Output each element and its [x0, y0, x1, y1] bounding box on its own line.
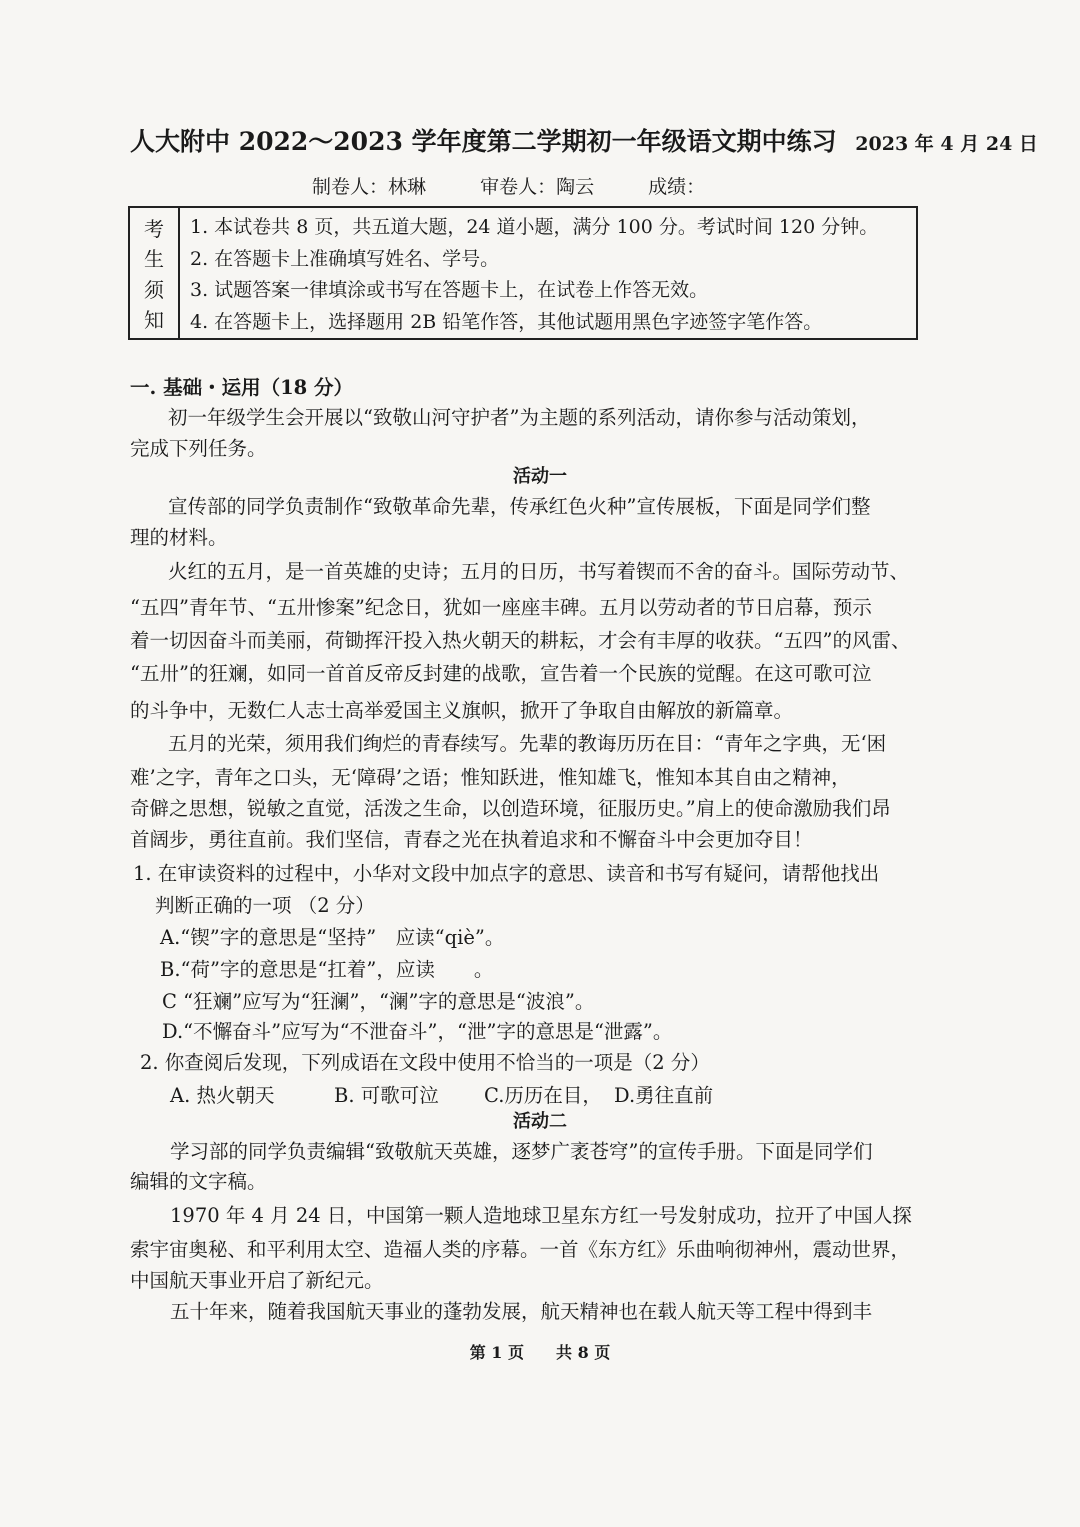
- passage2-line: 五十年来，随着我国航天事业的蓬勃发展，航天精神也在载人航天等工程中得到丰: [170, 1300, 873, 1323]
- activity1-title: 活动一: [513, 466, 567, 487]
- passage-line: 难’之字，青年之口头，无‘障碍’之语；惟知跃进，惟知雄飞，惟知本其自由之精神，: [130, 766, 851, 789]
- q1-option-c: C “狂斓”应写为“狂澜”，“澜”字的意思是“波浪”。: [162, 990, 595, 1013]
- question-1-stem: 判断正确的一项 （2 分）: [155, 894, 375, 917]
- passage2-line: 索宇宙奥秘、和平利用太空、造福人类的序幕。一首《东方红》乐曲响彻神州，震动世界，: [130, 1238, 911, 1261]
- intro-line: 初一年级学生会开展以“致敬山河守护者”为主题的系列活动，请你参与活动策划，: [168, 406, 871, 429]
- passage-line: 的斗争中，无数仁人志士高举爱国主义旗帜，掀开了争取自由解放的新篇章。: [130, 699, 794, 722]
- notice-item: 4. 在答题卡上，选择题用 2B 铅笔作答，其他试题用黑色字迹签字笔作答。: [190, 310, 823, 333]
- page-footer: 第 1 页 共 8 页: [469, 1343, 611, 1362]
- passage2-line: 中国航天事业开启了新纪元。: [130, 1269, 384, 1292]
- q2-option-c: C.历历在目，: [484, 1084, 602, 1107]
- section-heading: 一. 基础・运用（18 分）: [130, 376, 354, 399]
- notice-box: [128, 206, 918, 340]
- question-2-stem: 2. 你查阅后发现，下列成语在文段中使用不恰当的一项是（2 分）: [140, 1051, 710, 1074]
- notice-item: 1. 本试卷共 8 页，共五道大题，24 道小题，满分 100 分。考试时间 120 分钟。: [190, 216, 879, 239]
- reviewer: 审卷人：陶云: [480, 176, 595, 198]
- passage-line: 首阔步，勇往直前。我们坚信，青春之光在执着追求和不懈奋斗中会更加夺目！: [130, 828, 813, 851]
- exam-title: [130, 122, 1038, 158]
- activity2-title: 活动二: [513, 1111, 567, 1132]
- passage-line: 五月的光荣，须用我们绚烂的青春续写。先辈的教诲历历在目：“青年之字典，无‘困: [168, 732, 887, 755]
- q1-option-b: B.“荷”字的意思是“扛着”，应读 。: [160, 958, 494, 981]
- activity2-intro: 学习部的同学负责编辑“致敬航天英雄，逐梦广袤苍穹”的宣传手册。下面是同学们: [170, 1140, 873, 1163]
- passage-line: 奇僻之思想，锐敏之直觉，活泼之生命，以创造环境，征服历史。”肩上的使命激励我们昂: [130, 797, 891, 820]
- passage2-line: 1970 年 4 月 24 日，中国第一颗人造地球卫星东方红一号发射成功，拉开了中国人探: [170, 1204, 912, 1227]
- q2-option-a: A. 热火朝天: [170, 1084, 275, 1107]
- passage-line: 火红的五月，是一首英雄的史诗；五月的日历，书写着锲而不舍的奋斗。国际劳动节、: [168, 560, 910, 583]
- exam-date: 2023 年 4 月 24 日: [855, 133, 1038, 155]
- passage-line: “五四”青年节、“五卅惨案”纪念日，犹如一座座丰碑。五月以劳动者的节日启幕，预示: [130, 596, 872, 619]
- notice-item: 3. 试题答案一律填涂或书写在答题卡上，在试卷上作答无效。: [190, 279, 709, 302]
- question-1-stem: 1. 在审读资料的过程中，小华对文段中加点字的意思、读音和书写有疑问，请帮他找出: [133, 862, 880, 885]
- q2-option-d: D.勇往直前: [614, 1084, 714, 1107]
- maker: 制卷人：林琳: [312, 176, 427, 198]
- passage-line: “五卅”的狂斓，如同一首首反帝反封建的战歌，宣告着一个民族的觉醒。在这可歌可泣: [130, 662, 872, 685]
- notice-label: 考 生 须 知: [130, 208, 180, 338]
- passage-line: 着一切因奋斗而美丽，荷锄挥汗投入热火朝天的耕耘，才会有丰厚的收获。“五四”的风雷、: [130, 629, 911, 652]
- activity1-intro: 宣传部的同学负责制作“致敬革命先辈，传承红色火种”宣传展板，下面是同学们整: [168, 495, 871, 518]
- activity2-intro: 编辑的文字稿。: [130, 1170, 267, 1193]
- notice-list: [180, 208, 916, 338]
- activity1-intro: 理的材料。: [130, 526, 228, 549]
- notice-item: 2. 在答题卡上准确填写姓名、学号。: [190, 247, 500, 270]
- q1-option-a: A.“锲”字的意思是“坚持” 应读“qiè”。: [160, 926, 505, 949]
- title-text: 人大附中 2022～2023 学年度第二学期初一年级语文期中练习: [130, 127, 837, 156]
- q2-option-b: B. 可歌可泣: [334, 1084, 439, 1107]
- makers-line: [312, 172, 753, 199]
- score-label: 成绩：: [648, 176, 706, 198]
- intro-line: 完成下列任务。: [130, 437, 267, 460]
- q1-option-d: D.“不懈奋斗”应写为“不泄奋斗”，“泄”字的意思是“泄露”。: [162, 1020, 673, 1043]
